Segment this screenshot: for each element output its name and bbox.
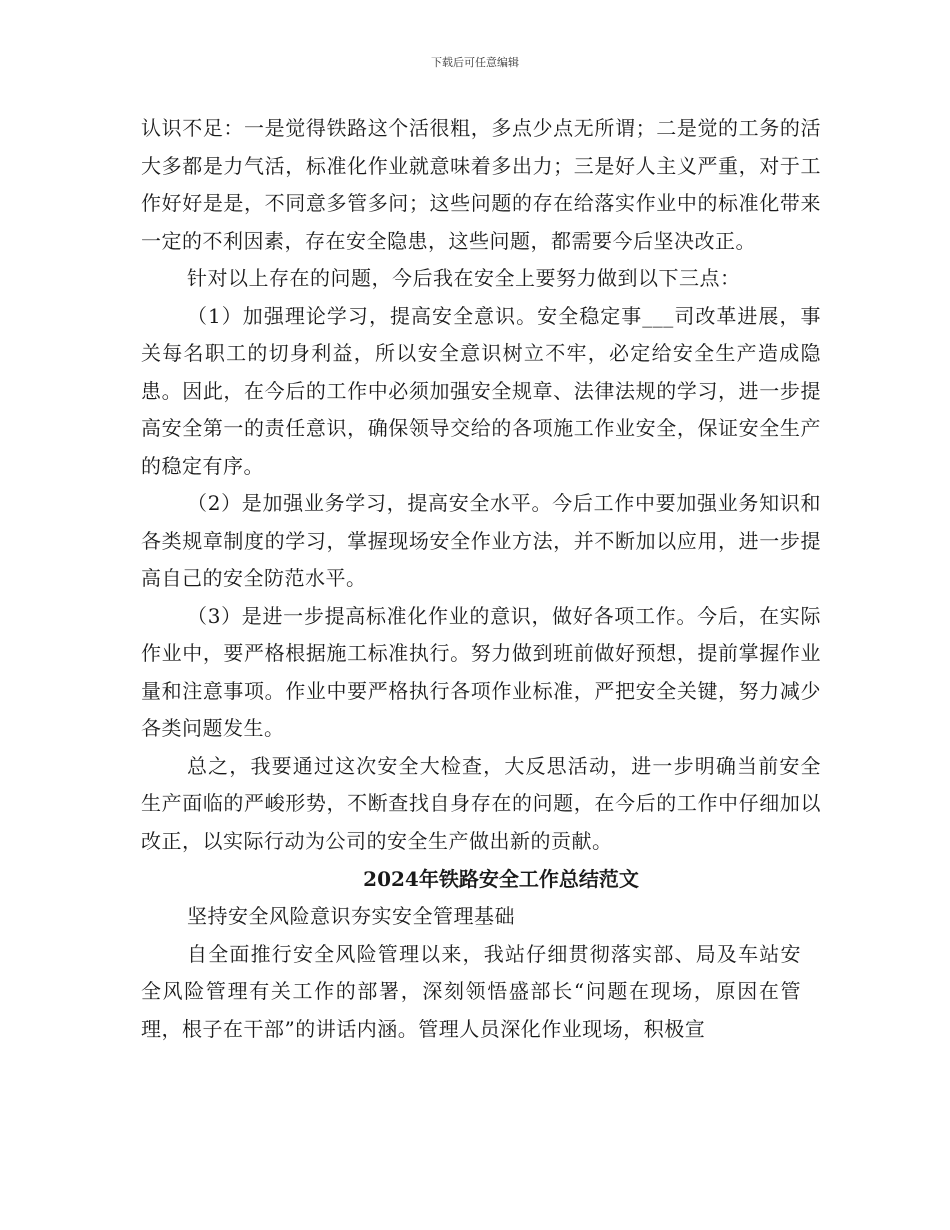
paragraph-conclusion: 总之，我要通过这次安全大检查，大反思活动，进一步明确当前安全生产面临的严峻形势，不断查找自身存在的问题，在今后的工作中仔细加以改正，以实际行动为公司的安全生产做出新的贡献。 [141, 753, 821, 853]
section-subtitle: 坚持安全风险意识夯实安全管理基础 [187, 904, 515, 928]
page-header: 下载后可任意编辑 [431, 56, 519, 69]
document-body [141, 110, 821, 1048]
section-body: 自全面推行安全风险管理以来，我站仔细贯彻落实部、局及车站安全风险管理有关工作的部署，深刻领悟盛部长“问题在现场，原因在管理，根子在干部”的讲话内涵。管理人员深化作业现场，积极宣 [141, 941, 801, 1041]
section-title: 2024年铁路安全工作总结范文 [363, 867, 639, 891]
paragraph-intro: 针对以上存在的问题，今后我在安全上要努力做到以下三点： [187, 266, 741, 290]
paragraph-point-2: （2）是加强业务学习，提高安全水平。今后工作中要加强业务知识和各类规章制度的学习，掌握现场安全作业方法，并不断加以应用，进一步提高自己的安全防范水平。 [141, 491, 821, 590]
paragraph-point-3: （3）是进一步提高标准化作业的意识，做好各项工作。今后，在实际作业中，要严格根据施工标准执行。努力做到班前做好预想，提前掌握作业量和注意事项。作业中要严格执行各项作业标准，严把安全关键，努力减少各类问题发生。 [141, 603, 821, 740]
paragraph-point-1: （1）加强理论学习，提高安全意识。安全稳定事___司改革进展，事关每名职工的切身利益，所以安全意识树立不牢，必定给安全生产造成隐患。因此，在今后的工作中必须加强安全规章、法律法规的学习，进一步提高安全第一的责任意识，确保领导交给的各项施工作业安全，保证安全生产的稳定有序。 [141, 303, 821, 478]
paragraph-continuation: 认识不足：一是觉得铁路这个活很粗，多点少点无所谓；二是觉的工务的活大多都是力气活，标准化作业就意味着多出力；三是好人主义严重，对于工作好好是是，不同意多管多问；这些问题的存在给落实作业中的标准化带来一定的不利因素，存在安全隐患，这些问题，都需要今后坚决改正。 [141, 116, 821, 253]
